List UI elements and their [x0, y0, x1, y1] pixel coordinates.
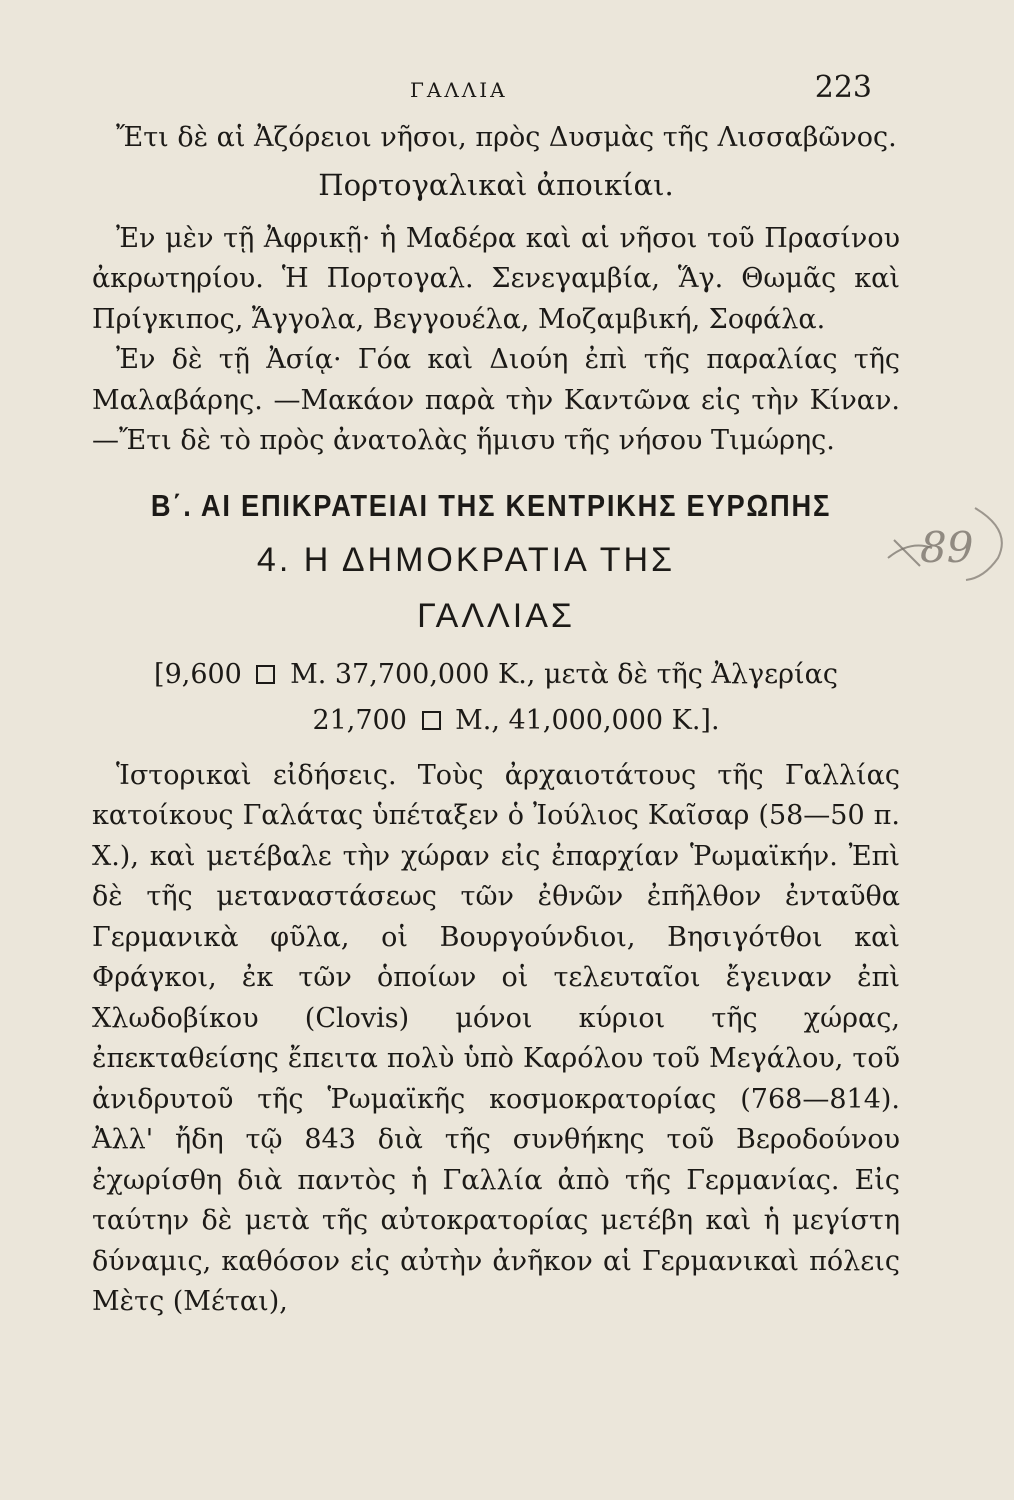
stats-area-total: 21,700: [312, 704, 407, 736]
paragraph-history: Ἱστορικαὶ εἰδήσεις. Τοὺς ἀρχαιοτάτους τῆς Γαλλίας κατοίκους Γαλάτας ὑπέταξεν ὁ Ἰούλιος Καῖσαρ (58—50 π. Χ.), καὶ μετέβαλε τὴν χώραν εἰς ἐπαρχίαν Ῥωμαϊκήν. Ἐπὶ δὲ τῆς μεταναστάσεως τῶν ἐθνῶν ἐπῆλθον ἐνταῦθα Γερμανικὰ φῦλα, οἱ Βουργούνδιοι, Βησιγότθοι καὶ Φράγκοι, ἐκ τῶν ὁποίων οἱ τελευταῖοι ἔγειναν ἐπὶ Χλωδοβίκου (Clovis) μόνοι κύριοι τῆς χώρας, ἐπεκταθείσης ἔπειτα πολὺ ὑπὸ Καρόλου τοῦ Μεγάλου, τοῦ ἀνιδρυτοῦ τῆς Ῥωμαϊκῆς κοσμοκρατορίας (768—814). Ἀλλ' ἤδη τῷ 843 διὰ τῆς συνθήκης τοῦ Βεροδούνου ἐχωρίσθη διὰ παντὸς ἡ Γαλλία ἀπὸ τῆς Γερμανίας. Εἰς ταύτην δὲ μετὰ τῆς αὐτοκρατορίας μετέβη καὶ ἡ μεγίστη δύναμις, καθόσον εἰς αὐτὴν ἀνῆκον αἱ Γερμανικαὶ πόλεις Μὲτς (Μέται),: [92, 759, 900, 1317]
colonies-heading: Πορτογαλικαὶ ἀποικίαι.: [318, 167, 674, 202]
paragraph-azores: Ἔτι δὲ αἱ Ἀζόρειοι νῆσοι, πρὸς Δυσμὰς τῆς Λισσαβῶνος.: [116, 122, 897, 153]
stats-population-total: Μ., 41,000,000 Κ.].: [455, 704, 720, 736]
square-miles-icon: [256, 665, 275, 684]
section-heading: Β΄. ΑΙ ΕΠΙΚΡΑΤΕΙΑΙ ΤΗΣ ΚΕΝΤΡΙΚΗΣ ΕΥΡΩΠΗΣ: [150, 487, 832, 523]
stats-area-france: [9,600: [154, 658, 242, 690]
page-number: 223: [814, 70, 872, 105]
stats-line-1: [92, 652, 900, 698]
running-title: ΓΑΛΛΙΑ: [410, 78, 508, 102]
running-head: [100, 70, 900, 106]
chapter-title-line1: 4. Η ΔΗΜΟΚΡΑΤΙΑ ΤΗΣ: [256, 540, 676, 579]
pencil-mark-text: 89: [920, 523, 974, 572]
chapter-title-line2: ΓΑΛΛΙΑΣ: [417, 596, 575, 635]
paragraph-asia: Ἐν δὲ τῇ Ἀσίᾳ· Γόα καὶ Διούη ἐπὶ τῆς παραλίας τῆς Μαλαβάρης. —Μακάον παρὰ τὴν Καντῶνα εἰς τὴν Κίναν. —Ἔτι δὲ τὸ πρὸς ἀνατολὰς ἥμισυ τῆς νήσου Τιμώρης.: [92, 344, 900, 456]
text-block: [92, 118, 900, 1323]
pencil-annotation: [880, 500, 1010, 590]
square-miles-icon: [422, 711, 441, 730]
stats-line-2: [92, 698, 900, 744]
stats-population-france: Μ. 37,700,000 Κ., μετὰ δὲ τῆς Ἀλγερίας: [290, 658, 838, 690]
paragraph-africa: Ἐν μὲν τῇ Ἀφρικῇ· ἡ Μαδέρα καὶ αἱ νῆσοι τοῦ Πρασίνου ἀκρωτηρίου. Ἡ Πορτογαλ. Σενεγαμβία, Ἅγ. Θωμᾶς καὶ Πρίγκιπος, Ἄγγολα, Βεγγουέλα, Μοζαμβική, Σοφάλα.: [92, 222, 900, 335]
